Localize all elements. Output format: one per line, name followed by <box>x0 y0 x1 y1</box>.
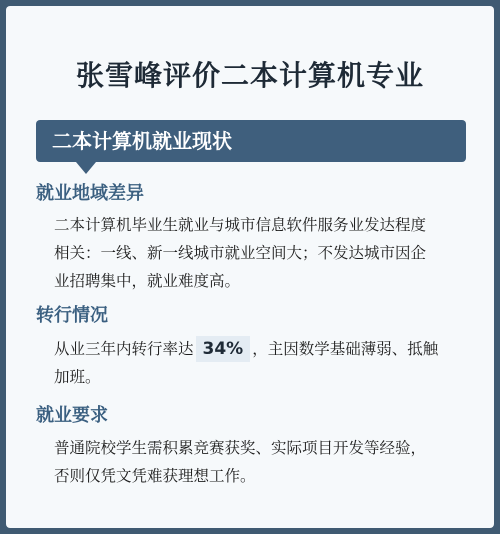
highlight-rate: 34% <box>196 336 251 362</box>
heading-career-change: 转行情况 <box>36 305 108 326</box>
paragraph-requirements <box>54 434 484 490</box>
text-line: 普通院校学生需积累竞赛获奖、实际项目开发等经验， <box>54 439 427 457</box>
heading-region-difference: 就业地域差异 <box>36 183 144 204</box>
section-banner <box>36 120 466 162</box>
text-line: 加班。 <box>54 368 101 386</box>
text-segment: 从业三年内转行率达 <box>54 340 194 358</box>
text-line: 相关：一线、新一线城市就业空间大；不发达城市因企 <box>54 244 427 262</box>
text-segment: ，主因数学基础薄弱、抵触 <box>252 340 439 358</box>
text-line: 二本计算机毕业生就业与城市信息软件服务业发达程度 <box>54 216 427 234</box>
heading-requirements: 就业要求 <box>36 405 108 426</box>
text-line: 否则仅凭文凭难获理想工作。 <box>54 467 256 485</box>
paragraph-region-difference <box>54 211 484 295</box>
infographic-card <box>6 6 494 528</box>
banner-title: 二本计算机就业现状 <box>52 129 232 153</box>
banner-pointer <box>76 162 96 174</box>
paragraph-career-change <box>54 335 484 391</box>
page-title: 张雪峰评价二本计算机专业 <box>75 59 424 92</box>
text-line: 业招聘集中，就业难度高。 <box>54 272 241 290</box>
text-line <box>54 335 484 363</box>
